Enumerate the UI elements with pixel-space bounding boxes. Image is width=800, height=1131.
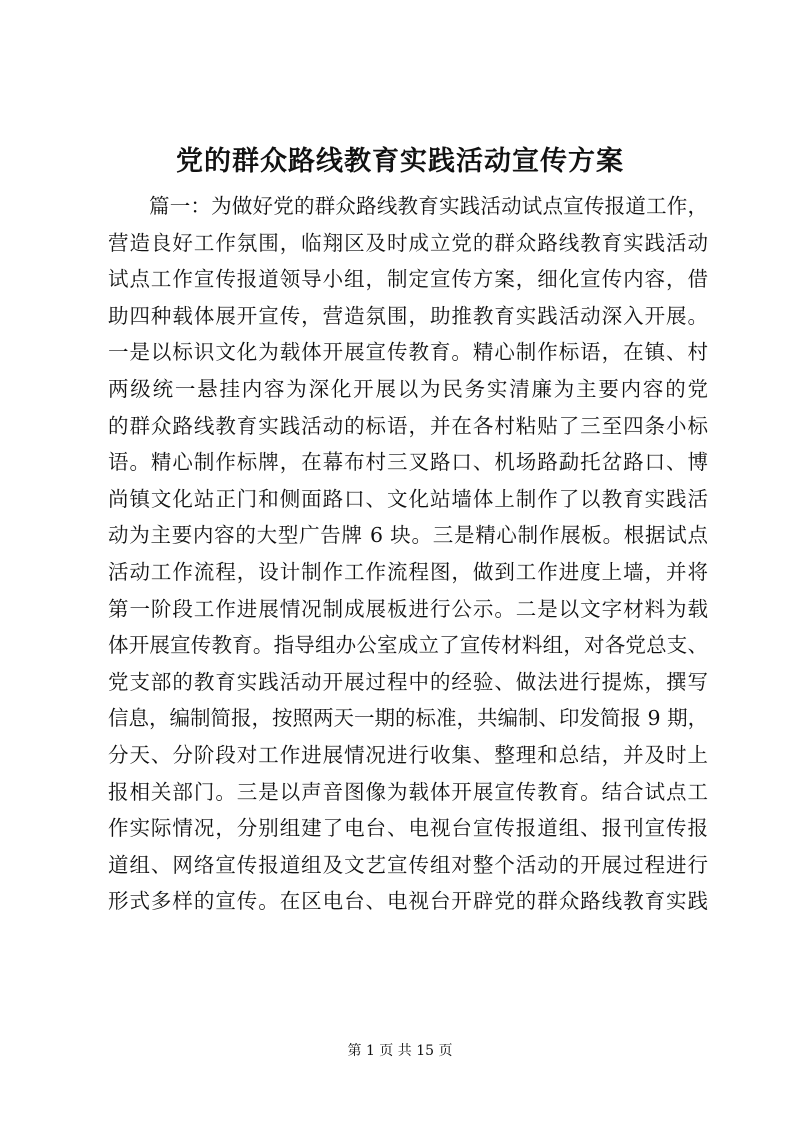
body-line: 体开展宣传教育。指导组办公室成立了宣传材料组，对各党总支、 — [108, 633, 708, 658]
body-line: 报相关部门。三是以声音图像为载体开展宣传教育。结合试点工 — [108, 779, 708, 804]
document-body — [108, 188, 708, 920]
body-line: 道组、网络宣传报道组及文艺宣传组对整个活动的开展过程进行 — [108, 852, 708, 877]
body-line: 党支部的教育实践活动开展过程中的经验、做法进行提炼，撰写 — [108, 669, 708, 694]
body-line: 形式多样的宣传。在区电台、电视台开辟党的群众路线教育实践 — [108, 889, 708, 914]
page-number-footer: 第 1 页 共 15 页 — [347, 1043, 453, 1059]
body-line: 营造良好工作氛围，临翔区及时成立党的群众路线教育实践活动 — [108, 230, 708, 255]
document-title: 党的群众路线教育实践活动宣传方案 — [176, 146, 624, 177]
body-line: 篇一：为做好党的群众路线教育实践活动试点宣传报道工作， — [149, 194, 708, 218]
body-line: 动为主要内容的大型广告牌 6 块。三是精心制作展板。根据试点 — [108, 523, 708, 548]
body-line: 第一阶段工作进展情况制成展板进行公示。二是以文字材料为载 — [108, 596, 708, 621]
body-line: 作实际情况，分别组建了电台、电视台宣传报道组、报刊宣传报 — [108, 816, 708, 841]
body-line: 分天、分阶段对工作进展情况进行收集、整理和总结，并及时上 — [108, 742, 708, 767]
body-line: 信息，编制简报，按照两天一期的标准，共编制、印发简报 9 期， — [108, 706, 709, 731]
body-line: 活动工作流程，设计制作工作流程图，做到工作进度上墙，并将 — [108, 559, 708, 584]
body-line: 助四种载体展开宣传，营造氛围，助推教育实践活动深入开展。 — [108, 303, 708, 328]
body-line: 两级统一悬挂内容为深化开展以为民务实清廉为主要内容的党 — [108, 376, 708, 401]
body-line: 试点工作宣传报道领导小组，制定宣传方案，细化宣传内容，借 — [108, 267, 708, 292]
body-line: 语。精心制作标牌，在幕布村三叉路口、机场路勐托岔路口、博 — [108, 450, 708, 475]
body-line: 尚镇文化站正门和侧面路口、文化站墙体上制作了以教育实践活 — [108, 486, 708, 511]
body-line: 一是以标识文化为载体开展宣传教育。精心制作标语，在镇、村 — [108, 340, 708, 365]
body-line: 的群众路线教育实践活动的标语，并在各村粘贴了三至四条小标 — [108, 413, 708, 438]
